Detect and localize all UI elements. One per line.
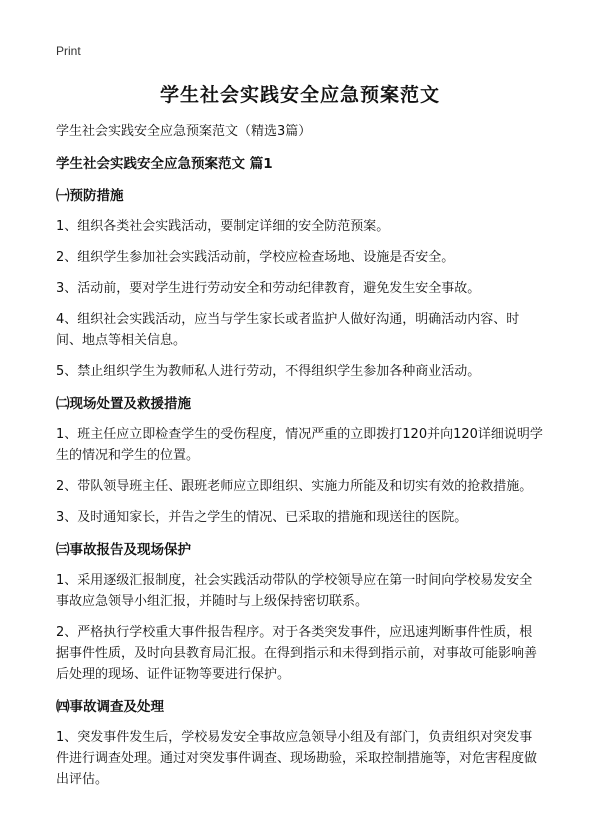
document-body [56, 120, 544, 800]
print-label[interactable]: Print [56, 44, 81, 58]
section-heading-investigation: ㈣事故调查及处理 [56, 699, 164, 715]
section-heading-rescue: ㈡现场处置及救援措施 [56, 396, 191, 412]
paragraph: 2、带队领导班主任、跟班老师应立即组织、实施力所能及和切实有效的抢救措施。 [56, 479, 533, 494]
paragraph: 2、组织学生参加社会实践活动前，学校应检查场地、设施是否安全。 [56, 250, 455, 265]
paragraph: 4、组织社会实践活动，应当与学生家长或者监护人做好沟通，明确活动内容、时间、地点等相关信息。 [56, 312, 520, 348]
paragraph: 2、严格执行学校重大事件报告程序。对于各类突发事件，应迅速判断事件性质，根据事件性质，及时向县教育局汇报。在得到指示和未得到指示前，对事故可能影响善后处理的现场、证件证物等要进行保护。 [56, 625, 538, 682]
section-heading-report: ㈢事故报告及现场保护 [56, 542, 191, 558]
document-subtitle: 学生社会实践安全应急预案范文（精选3篇） [56, 124, 312, 139]
paragraph: 1、采用逐级汇报制度，社会实践活动带队的学校领导应在第一时间向学校易发安全事故应急领导小组汇报，并随时与上级保持密切联系。 [56, 573, 533, 609]
paragraph: 1、组织各类社会实践活动，要制定详细的安全防范预案。 [56, 219, 390, 234]
paragraph: 3、及时通知家长，并告之学生的情况、已采取的措施和现送往的医院。 [56, 510, 468, 525]
section-heading-prevention: ㈠预防措施 [56, 188, 124, 204]
paragraph: 3、活动前，要对学生进行劳动安全和劳动纪律教育，避免发生安全事故。 [56, 281, 481, 296]
paragraph: 1、突发事件发生后，学校易发安全事故应急领导小组及有部门，负责组织对突发事件进行调查处理。通过对突发事件调查、现场勘验，采取控制措施等，对危害程度做出评估。 [56, 730, 538, 787]
paragraph: 5、禁止组织学生为教师私人进行劳动，不得组织学生参加各种商业活动。 [56, 364, 481, 379]
page-title: 学生社会实践安全应急预案范文 [159, 84, 440, 106]
paragraph: 1、班主任应立即检查学生的受伤程度，情况严重的立即拨打120并向120详细说明学生的情况和学生的位置。 [56, 427, 543, 463]
part-heading: 学生社会实践安全应急预案范文 篇1 [56, 156, 273, 172]
